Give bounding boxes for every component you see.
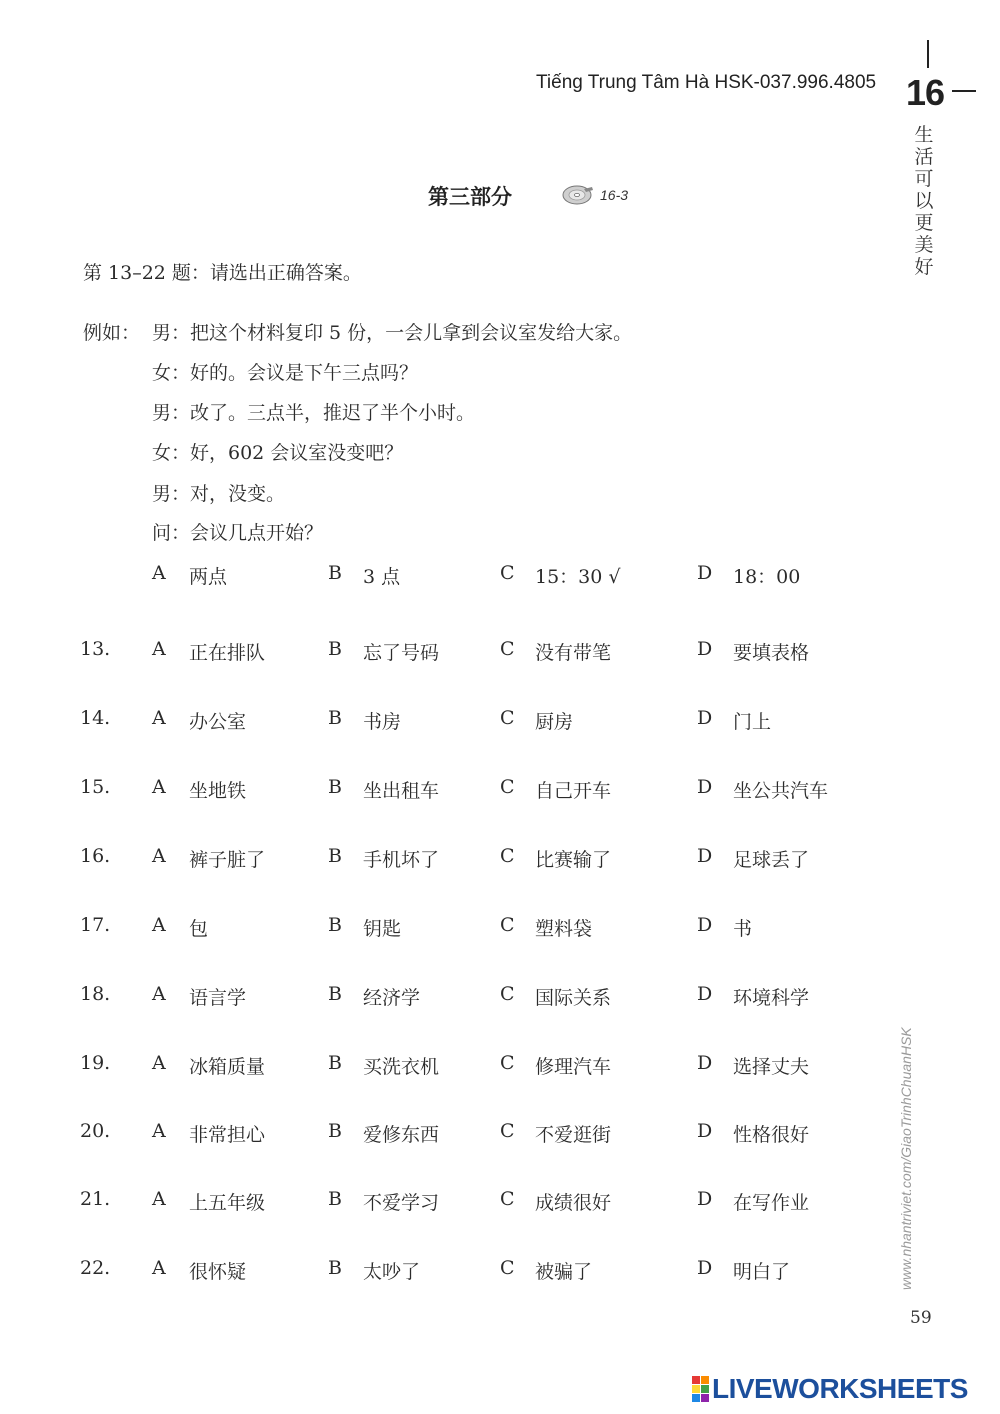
option-text[interactable]: 不爱学习 — [363, 1192, 440, 1214]
option-text[interactable]: 门上 — [733, 711, 772, 733]
option-text[interactable]: 包 — [189, 918, 209, 940]
example-option-letter-d: D — [697, 562, 713, 584]
example-option-letter-b: B — [328, 562, 342, 584]
audio-cd-icon — [562, 184, 596, 206]
option-text[interactable]: 明白了 — [733, 1261, 791, 1283]
option-text[interactable]: 足球丢了 — [733, 849, 810, 871]
instructions: 第 13–22 题：请选出正确答案。 — [83, 262, 362, 284]
section-title: 第三部分 — [428, 184, 512, 209]
option-letter: B — [328, 638, 342, 660]
option-letter: C — [500, 845, 515, 867]
unit-tick-mark — [927, 40, 929, 68]
example-line-3: 男：改了。三点半，推迟了半个小时。 — [152, 402, 476, 424]
option-letter: B — [328, 845, 342, 867]
option-text[interactable]: 环境科学 — [733, 987, 810, 1009]
option-letter: C — [500, 1257, 515, 1279]
option-text[interactable]: 钥匙 — [363, 918, 402, 940]
option-text[interactable]: 正在排队 — [189, 642, 266, 664]
option-text[interactable]: 很怀疑 — [189, 1261, 247, 1283]
option-letter: A — [152, 1052, 166, 1074]
question-number: 22. — [80, 1257, 111, 1279]
option-letter: D — [697, 1120, 713, 1142]
question-number: 15. — [80, 776, 111, 798]
option-letter: B — [328, 1188, 342, 1210]
question-number: 13. — [80, 638, 111, 660]
option-letter: D — [697, 983, 713, 1005]
option-letter: C — [500, 638, 515, 660]
option-text[interactable]: 性格很好 — [733, 1124, 810, 1146]
publisher-watermark: www.nhantriviet.com/GiaoTrinhChuanHSK — [898, 1027, 914, 1290]
option-letter: D — [697, 638, 713, 660]
question-number: 16. — [80, 845, 111, 867]
question-number: 17. — [80, 914, 111, 936]
question-number: 19. — [80, 1052, 111, 1074]
option-text[interactable]: 太吵了 — [363, 1261, 421, 1283]
option-text[interactable]: 比赛输了 — [535, 849, 612, 871]
option-letter: A — [152, 983, 166, 1005]
option-letter: A — [152, 1188, 166, 1210]
option-letter: B — [328, 914, 342, 936]
option-text[interactable]: 国际关系 — [535, 987, 612, 1009]
example-option-text-d: 18：00 — [733, 566, 801, 588]
question-number: 20. — [80, 1120, 111, 1142]
option-text[interactable]: 不爱逛街 — [535, 1124, 612, 1146]
option-letter: C — [500, 1052, 515, 1074]
option-text[interactable]: 坐地铁 — [189, 780, 247, 802]
example-line-2: 女：好的。会议是下午三点吗？ — [152, 362, 419, 384]
option-text[interactable]: 坐出租车 — [363, 780, 440, 802]
option-letter: D — [697, 1188, 713, 1210]
option-text[interactable]: 在写作业 — [733, 1192, 810, 1214]
question-number: 21. — [80, 1188, 111, 1210]
option-letter: D — [697, 1257, 713, 1279]
option-text[interactable]: 要填表格 — [733, 642, 810, 664]
option-letter: A — [152, 914, 166, 936]
option-letter: D — [697, 845, 713, 867]
option-letter: B — [328, 1052, 342, 1074]
option-text[interactable]: 经济学 — [363, 987, 421, 1009]
audio-track-number: 16-3 — [600, 187, 629, 203]
example-line-1: 男：把这个材料复印 5 份，一会儿拿到会议室发给大家。 — [152, 322, 633, 344]
question-number: 18. — [80, 983, 111, 1005]
option-text[interactable]: 成绩很好 — [535, 1192, 612, 1214]
option-text[interactable]: 被骗了 — [535, 1261, 593, 1283]
option-letter: B — [328, 707, 342, 729]
option-letter: D — [697, 776, 713, 798]
option-letter: A — [152, 707, 166, 729]
unit-title-vertical: 生活可以更美好 — [914, 124, 934, 278]
option-text[interactable]: 坐公共汽车 — [733, 780, 829, 802]
option-letter: D — [697, 914, 713, 936]
option-text[interactable]: 书房 — [363, 711, 402, 733]
option-text[interactable]: 上五年级 — [189, 1192, 266, 1214]
option-letter: D — [697, 707, 713, 729]
option-text[interactable]: 爱修东西 — [363, 1124, 440, 1146]
page-number: 59 — [910, 1308, 932, 1328]
option-letter: C — [500, 983, 515, 1005]
option-text[interactable]: 忘了号码 — [363, 642, 440, 664]
option-text[interactable]: 选择丈夫 — [733, 1056, 810, 1078]
unit-number: 16 — [906, 72, 945, 113]
option-text[interactable]: 手机坏了 — [363, 849, 440, 871]
option-letter: C — [500, 776, 515, 798]
option-text[interactable]: 塑料袋 — [535, 918, 593, 940]
option-letter: A — [152, 1120, 166, 1142]
option-letter: C — [500, 1120, 515, 1142]
option-text[interactable]: 没有带笔 — [535, 642, 612, 664]
option-letter: D — [697, 1052, 713, 1074]
option-text[interactable]: 买洗衣机 — [363, 1056, 440, 1078]
example-line-4: 女：好，602 会议室没变吧？ — [152, 442, 404, 464]
option-text[interactable]: 办公室 — [189, 711, 247, 733]
option-letter: B — [328, 983, 342, 1005]
option-letter: A — [152, 845, 166, 867]
option-letter: B — [328, 776, 342, 798]
unit-dash — [952, 90, 976, 92]
option-text[interactable]: 厨房 — [535, 711, 574, 733]
option-text[interactable]: 非常担心 — [189, 1124, 266, 1146]
option-letter: A — [152, 1257, 166, 1279]
example-option-letter-a: A — [152, 562, 166, 584]
option-text[interactable]: 书 — [733, 918, 753, 940]
option-text[interactable]: 自己开车 — [535, 780, 612, 802]
example-question: 问：会议几点开始？ — [152, 522, 324, 544]
example-option-text-a: 两点 — [189, 566, 228, 588]
option-letter: C — [500, 707, 515, 729]
header-credit: Tiếng Trung Tâm Hà HSK-037.996.4805 — [536, 72, 877, 93]
example-label: 例如： — [83, 322, 141, 344]
option-text[interactable]: 裤子脏了 — [189, 849, 266, 871]
example-line-5: 男：对，没变。 — [152, 483, 286, 505]
option-letter: C — [500, 1188, 515, 1210]
option-text[interactable]: 修理汽车 — [535, 1056, 612, 1078]
option-text[interactable]: 语言学 — [189, 987, 247, 1009]
option-letter: A — [152, 638, 166, 660]
option-letter: B — [328, 1257, 342, 1279]
liveworksheets-brand: LIVEWORKSHEETS — [712, 1373, 968, 1404]
liveworksheets-logo-icon — [692, 1376, 709, 1402]
option-text[interactable]: 冰箱质量 — [189, 1056, 266, 1078]
example-option-letter-c: C — [500, 562, 515, 584]
option-letter: B — [328, 1120, 342, 1142]
example-option-text-b: 3 点 — [363, 566, 401, 588]
option-letter: C — [500, 914, 515, 936]
option-letter: A — [152, 776, 166, 798]
liveworksheets-logo — [692, 1374, 968, 1404]
example-option-text-c: 15：30 √ — [535, 566, 621, 588]
question-number: 14. — [80, 707, 111, 729]
